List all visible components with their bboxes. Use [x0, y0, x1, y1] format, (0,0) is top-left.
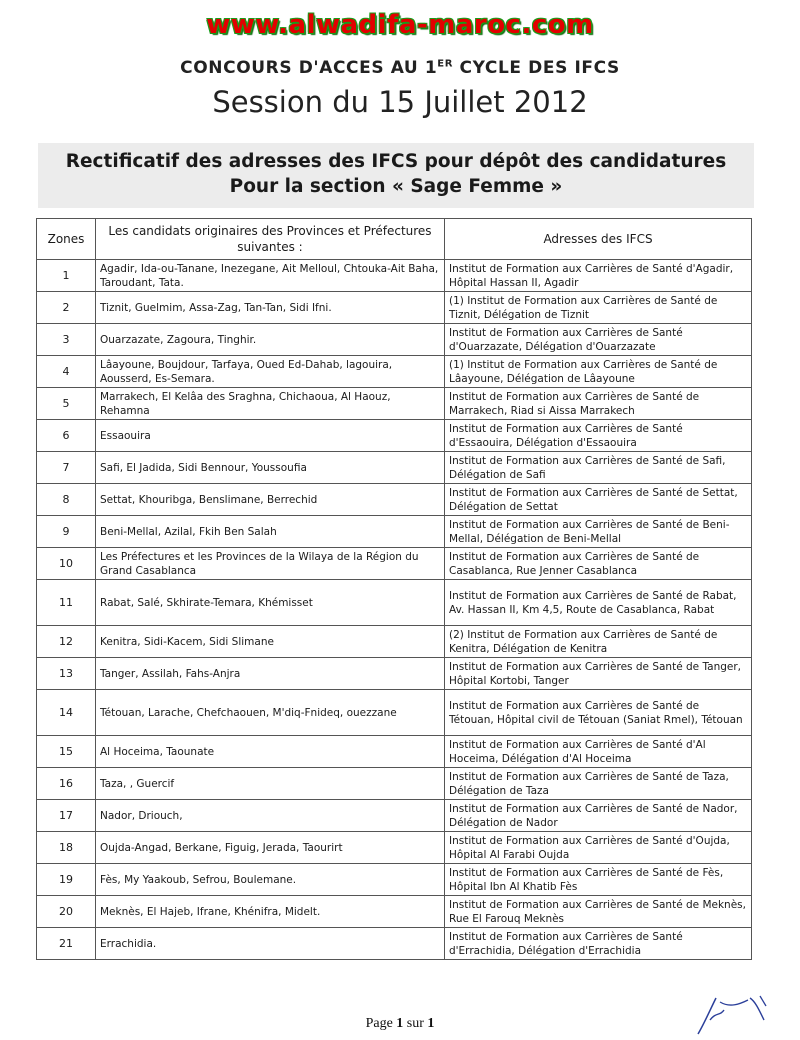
table-header-row: [37, 219, 752, 260]
table-row: [37, 768, 752, 800]
zone-cell: 21: [37, 928, 96, 960]
table-row: [37, 388, 752, 420]
table-row: [37, 928, 752, 960]
adresse-cell: Institut de Formation aux Carrières de Santé d'Errachidia, Délégation d'Errachidia: [445, 928, 752, 960]
provinces-cell: Al Hoceima, Taounate: [96, 736, 445, 768]
adresse-cell: Institut de Formation aux Carrières de Santé de Nador, Délégation de Nador: [445, 800, 752, 832]
zone-cell: 12: [37, 626, 96, 658]
zone-cell: 13: [37, 658, 96, 690]
page-total: 1: [427, 1016, 435, 1031]
table-row: [37, 690, 752, 736]
provinces-cell: Kenitra, Sidi-Kacem, Sidi Slimane: [96, 626, 445, 658]
table-row: [37, 658, 752, 690]
table-row: [37, 260, 752, 292]
zone-cell: 8: [37, 484, 96, 516]
zone-cell: 20: [37, 896, 96, 928]
zone-cell: 10: [37, 548, 96, 580]
table-row: [37, 548, 752, 580]
provinces-cell: Meknès, El Hajeb, Ifrane, Khénifra, Midelt.: [96, 896, 445, 928]
page-number: 1: [396, 1016, 404, 1031]
page-footer: [0, 1016, 800, 1032]
adresse-cell: Institut de Formation aux Carrières de Santé de Casablanca, Rue Jenner Casablanca: [445, 548, 752, 580]
of-label: sur: [403, 1016, 428, 1031]
provinces-cell: Les Préfectures et les Provinces de la Wilaya de la Région du Grand Casablanca: [96, 548, 445, 580]
table-row: [37, 292, 752, 324]
table-row: [37, 356, 752, 388]
zone-cell: 3: [37, 324, 96, 356]
table-row: [37, 516, 752, 548]
page-label: Page: [365, 1016, 397, 1031]
zone-cell: 15: [37, 736, 96, 768]
header-zones: Zones: [37, 219, 96, 260]
adresse-cell: Institut de Formation aux Carrières de Santé d'Essaouira, Délégation d'Essaouira: [445, 420, 752, 452]
concours-text: CONCOURS D'ACCES AU 1: [180, 58, 438, 78]
zone-cell: 14: [37, 690, 96, 736]
table-body: [37, 260, 752, 960]
zone-cell: 9: [37, 516, 96, 548]
provinces-cell: Beni-Mellal, Azilal, Fkih Ben Salah: [96, 516, 445, 548]
table-row: [37, 324, 752, 356]
provinces-cell: Rabat, Salé, Skhirate-Temara, Khémisset: [96, 580, 445, 626]
watermark-url: www.alwadifa-maroc.com: [206, 10, 594, 40]
table-row: [37, 800, 752, 832]
table-row: [37, 832, 752, 864]
zone-cell: 19: [37, 864, 96, 896]
table-row: [37, 420, 752, 452]
concours-title: [0, 58, 800, 78]
adresse-cell: Institut de Formation aux Carrières de Santé d'Oujda, Hôpital Al Farabi Oujda: [445, 832, 752, 864]
provinces-cell: Essaouira: [96, 420, 445, 452]
provinces-cell: Tanger, Assilah, Fahs-Anjra: [96, 658, 445, 690]
concours-superscript: ER: [437, 58, 454, 70]
rectificatif-line-1: Rectificatif des adresses des IFCS pour dépôt des candidatures: [65, 151, 727, 172]
header-adresses: Adresses des IFCS: [445, 219, 752, 260]
adresse-cell: Institut de Formation aux Carrières de Santé de Rabat, Av. Hassan II, Km 4,5, Route de Casablanca, Rabat: [445, 580, 752, 626]
adresse-cell: (1) Institut de Formation aux Carrières de Santé de Tiznit, Délégation de Tiznit: [445, 292, 752, 324]
adresse-cell: Institut de Formation aux Carrières de Santé d'Agadir, Hôpital Hassan II, Agadir: [445, 260, 752, 292]
provinces-cell: Oujda-Angad, Berkane, Figuig, Jerada, Taourirt: [96, 832, 445, 864]
adresse-cell: Institut de Formation aux Carrières de Santé d'Al Hoceima, Délégation d'Al Hoceima: [445, 736, 752, 768]
zone-cell: 1: [37, 260, 96, 292]
provinces-cell: Taza, , Guercif: [96, 768, 445, 800]
provinces-cell: Nador, Driouch,: [96, 800, 445, 832]
table-row: [37, 736, 752, 768]
adresse-cell: Institut de Formation aux Carrières de Santé de Fès, Hôpital Ibn Al Khatib Fès: [445, 864, 752, 896]
provinces-cell: Settat, Khouribga, Benslimane, Berrechid: [96, 484, 445, 516]
provinces-cell: Safi, El Jadida, Sidi Bennour, Youssoufia: [96, 452, 445, 484]
table-row: [37, 626, 752, 658]
provinces-cell: Ouarzazate, Zagoura, Tinghir.: [96, 324, 445, 356]
concours-suffix: CYCLE DES IFCS: [453, 58, 620, 78]
provinces-cell: Tiznit, Guelmim, Assa-Zag, Tan-Tan, Sidi Ifni.: [96, 292, 445, 324]
table-row: [37, 864, 752, 896]
zone-cell: 7: [37, 452, 96, 484]
zone-cell: 4: [37, 356, 96, 388]
table-row: [37, 452, 752, 484]
adresse-cell: Institut de Formation aux Carrières de Santé de Beni-Mellal, Délégation de Beni-Mellal: [445, 516, 752, 548]
adresse-cell: (2) Institut de Formation aux Carrières de Santé de Kenitra, Délégation de Kenitra: [445, 626, 752, 658]
rectificatif-line-2: Pour la section « Sage Femme »: [229, 176, 563, 197]
adresse-cell: Institut de Formation aux Carrières de Santé de Marrakech, Riad si Aissa Marrakech: [445, 388, 752, 420]
provinces-cell: Agadir, Ida-ou-Tanane, Inezegane, Ait Melloul, Chtouka-Ait Baha, Taroudant, Tata.: [96, 260, 445, 292]
provinces-cell: Tétouan, Larache, Chefchaouen, M'diq-Fnideq, ouezzane: [96, 690, 445, 736]
adresse-cell: Institut de Formation aux Carrières de Santé d'Ouarzazate, Délégation d'Ouarzazate: [445, 324, 752, 356]
signature-mark: [690, 990, 780, 1038]
table-row: [37, 896, 752, 928]
zone-cell: 5: [37, 388, 96, 420]
header-provinces: Les candidats originaires des Provinces et Préfectures suivantes :: [96, 219, 445, 260]
adresse-cell: Institut de Formation aux Carrières de Santé de Tétouan, Hôpital civil de Tétouan (Saniat Rmel), Tétouan: [445, 690, 752, 736]
adresse-cell: Institut de Formation aux Carrières de Santé de Taza, Délégation de Taza: [445, 768, 752, 800]
zone-cell: 2: [37, 292, 96, 324]
provinces-cell: Fès, My Yaakoub, Sefrou, Boulemane.: [96, 864, 445, 896]
provinces-cell: Errachidia.: [96, 928, 445, 960]
rectificatif-banner: [38, 143, 754, 208]
ifcs-addresses-table: [36, 218, 752, 960]
adresse-cell: Institut de Formation aux Carrières de Santé de Meknès, Rue El Farouq Meknès: [445, 896, 752, 928]
table-row: [37, 580, 752, 626]
provinces-cell: Lâayoune, Boujdour, Tarfaya, Oued Ed-Dahab, lagouira, Aousserd, Es-Semara.: [96, 356, 445, 388]
zone-cell: 17: [37, 800, 96, 832]
provinces-cell: Marrakech, El Kelâa des Sraghna, Chichaoua, Al Haouz, Rehamna: [96, 388, 445, 420]
adresse-cell: Institut de Formation aux Carrières de Santé de Tanger, Hôpital Kortobi, Tanger: [445, 658, 752, 690]
adresse-cell: (1) Institut de Formation aux Carrières de Santé de Lâayoune, Délégation de Lâayoune: [445, 356, 752, 388]
table-row: [37, 484, 752, 516]
adresse-cell: Institut de Formation aux Carrières de Santé de Safi, Délégation de Safi: [445, 452, 752, 484]
zone-cell: 18: [37, 832, 96, 864]
session-title: Session du 15 Juillet 2012: [212, 85, 588, 119]
zone-cell: 6: [37, 420, 96, 452]
adresse-cell: Institut de Formation aux Carrières de Santé de Settat, Délégation de Settat: [445, 484, 752, 516]
zone-cell: 16: [37, 768, 96, 800]
zone-cell: 11: [37, 580, 96, 626]
